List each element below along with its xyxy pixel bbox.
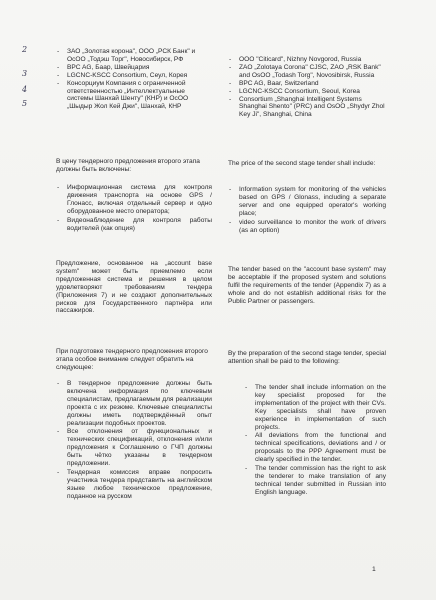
list-item: - Видеонаблюдение для контроля работы водителей (как опция) [56, 217, 212, 233]
margin-note: 2 [22, 45, 28, 54]
price-intro-en: The price of the second stage tender shall include: [228, 160, 376, 167]
attention-intro-en: By the preparation of the second stage tender, special attention shall be paid to the following: [228, 350, 386, 365]
acceptance-paragraph-ru: Предложение, основанное на „account base system" может быть приемлемо если предложенная система и решения в целом удовлетворяют требованиям тендера (Приложения 7) и не создают дополнительных рисков для Государственного партнёра или пассажиров. [56, 260, 212, 315]
acceptance-paragraph-en: The tender based on the "account base system" may be acceptable if the proposed system and solutions fulfil the requirements of the tender (Appendix 7) as a whole and do not establish additional risks for the Public Partner or passengers. [228, 266, 386, 305]
attention-list-en [244, 384, 386, 497]
list-item: - Consortium „Shanghai Intelligent Systems Shanghai Shento" (PRC) and OsOO „Shydyr Zhol Key Ji", Shanghai, China [228, 96, 386, 120]
list-item: - The tender shall include information on the key specialist proposed for the implementation of the project with their CVs. Key specialists shall have proven experience in implementation of such projects. [244, 384, 386, 431]
members-list-en [228, 56, 386, 119]
list-item: - The tender commission has the right to ask the tenderer to make translation of any technical tender submitted in Russian into English language. [244, 465, 386, 497]
list-item: - ЗАО „Золотая корона", ООО „РСК Банк" и OcOO „Тодэш Торг", Новосибирск, РФ [56, 48, 212, 64]
list-item: - Консорциум Компания с ограниченной ответственностью „Интеллектуальные системы Шанхай Шенту" (КНР) и OcOO „Шыдыр Жол Кей Джи", Шанхай, КНР [56, 80, 212, 112]
attention-intro-ru: При подготовке тендерного предложения второго этапа особое внимание следует обратить на следующее: [56, 348, 208, 371]
margin-note: 3 [22, 69, 28, 78]
price-list-en [228, 186, 386, 234]
page-number: 1 [372, 566, 376, 573]
list-item: - OOO "Citicard", Nizhny Novgorod, Russia [228, 56, 386, 64]
list-item: - ZAO „Zolotaya Corona" CJSC, ZAO „RSK Bank" and OsOO „Todash Torg", Novosibirsk, Russia [228, 64, 386, 80]
attention-list-ru [56, 380, 212, 501]
list-item: - LGCNC-KSCC Consortium, Seoul, Korea [228, 88, 386, 96]
list-item: - В тендерное предложение должны быть включена информация по ключевым специалистам, предлагаемым для реализации проекта с их резюме. Ключевые специалисты должны иметь подтверждённый опыт реализации подобных проектов. [56, 380, 212, 427]
list-item: - BPC AG, Баар, Швейцария [56, 64, 212, 72]
members-list-ru [56, 48, 212, 111]
list-item: - video surveillance to monitor the work of drivers (as an option) [228, 219, 386, 235]
list-item: - Информационная система для контроля движения транспорта на основе GPS / Глонасс, включая отдельный сервер и одно оборудованное место оператора; [56, 184, 212, 216]
list-item: - All deviations from the functional and technical specifications, deviations and / or proposals to the PPP Agreement must be clearly specified in the tender. [244, 432, 386, 464]
list-item: - Тендерная комиссия вправе попросить участника тендера представить на английском языке любое техническое предложение, поданное на русском [56, 469, 212, 501]
margin-note: 5 [22, 99, 28, 108]
list-item: - Все отклонения от функциональных и технических спецификаций, отклонения и/или предложения к Соглашению о ГЧП должны быть чётко указаны в тендерном предложении. [56, 428, 212, 468]
list-item: - Information system for monitoring of the vehicles based on GPS / Glonass, including a separate server and one equipped operator's working place; [228, 186, 386, 218]
price-intro-ru: В цену тендерного предложения второго этапа должны быть включены: [56, 158, 200, 173]
list-item: - LGCNC-KSCC Consortium, Сеул, Корея [56, 72, 212, 80]
list-item: - BPC AG, Baar, Switzerland [228, 80, 386, 88]
price-list-ru [56, 184, 212, 232]
margin-note: 4 [22, 85, 28, 94]
